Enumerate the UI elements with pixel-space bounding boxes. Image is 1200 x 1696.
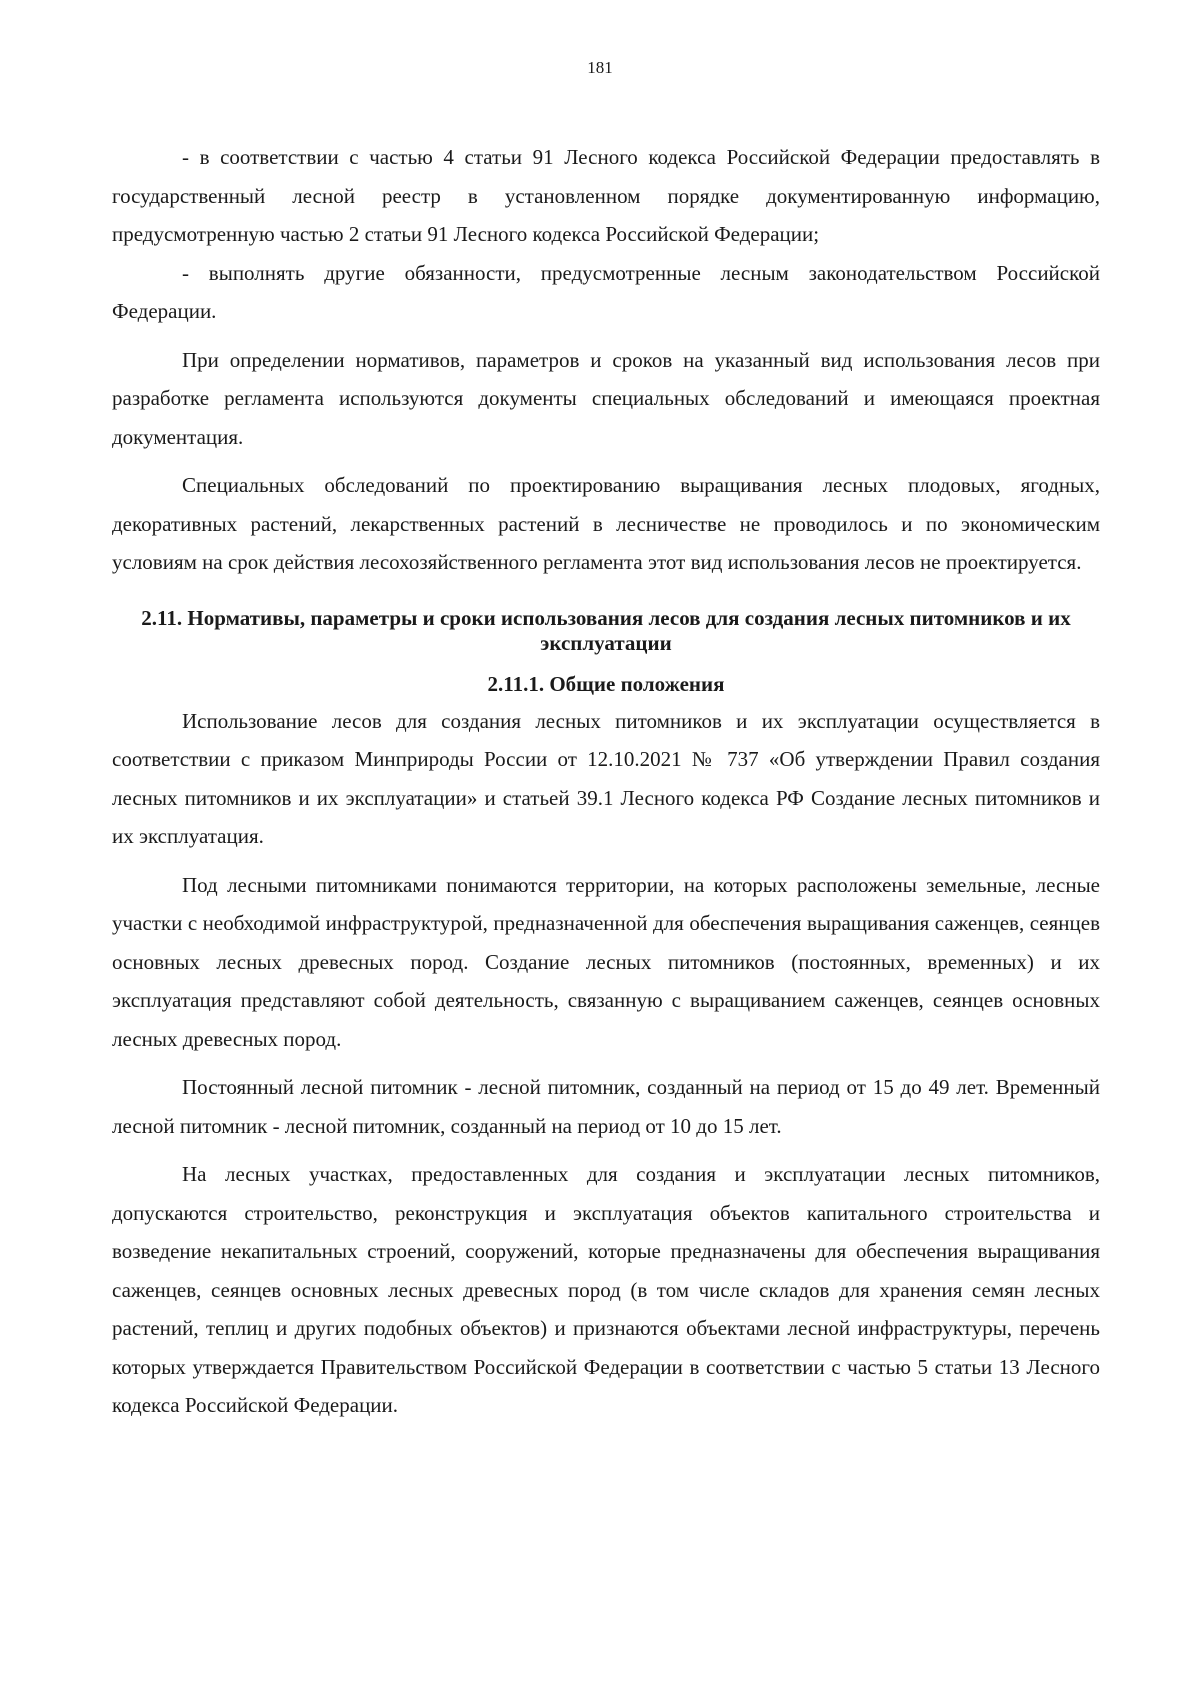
- paragraph-nursery-infrastructure: На лесных участках, предоставленных для создания и эксплуатации лесных питомников, допускаются строительство, реконструкция и эксплуатация объектов капитального строительства и возведение некапитальных строений, сооружений, которые предназначены для обеспечения выращивания саженцев, сеянцев основных лесных древесных пород (в том числе складов для хранения семян лесных растений, теплиц и других подобных объектов) и признаются объектами лесной инфраструктуры, перечень которых утверждается Правительством Российской Федерации в соответствии с частью 5 статьи 13 Лесного кодекса Российской Федерации.: [112, 1162, 1100, 1417]
- paragraph-forest-registry: - в соответствии с частью 4 статьи 91 Лесного кодекса Российской Федерации предоставлять в государственный лесной реестр в установленном порядке документированную информацию, предусмотренную частью 2 статьи 91 Лесного кодекса Российской Федерации;: [112, 145, 1100, 246]
- paragraph-nursery-definition: Под лесными питомниками понимаются территории, на которых расположены земельные, лесные участки с необходимой инфраструктурой, предназначенной для обеспечения выращивания саженцев, сеянцев основных лесных древесных пород. Создание лесных питомников (постоянных, временных) и их эксплуатация представляют собой деятельность, связанную с выращиванием саженцев, сеянцев основных лесных древесных пород.: [112, 872, 1100, 1051]
- page-content: [112, 138, 1100, 1425]
- paragraph-special-surveys: Специальных обследований по проектированию выращивания лесных плодовых, ягодных, декоративных растений, лекарственных растений в лесничестве не проводилось и по экономическим условиям на срок действия лесохозяйственного регламента этот вид использования лесов не проектируется.: [112, 473, 1100, 574]
- paragraph-other-duties: - выполнять другие обязанности, предусмотренные лесным законодательством Российской Федерации.: [112, 260, 1100, 323]
- paragraph-nursery-usage: Использование лесов для создания лесных питомников и их эксплуатации осуществляется в соответствии с приказом Минприроды России от 12.10.2021 № 737 «Об утверждении Правил создания лесных питомников и их эксплуатации» и статьей 39.1 Лесного кодекса РФ Создание лесных питомников и их эксплуатация.: [112, 708, 1100, 848]
- paragraph-nursery-periods: Постоянный лесной питомник - лесной питомник, созданный на период от 15 до 49 лет. Временный лесной питомник - лесной питомник, созданный на период от 10 до 15 лет.: [112, 1075, 1100, 1138]
- paragraph-norms-definition: При определении нормативов, параметров и сроков на указанный вид использования лесов при разработке регламента используются документы специальных обследований и имеющаяся проектная документация.: [112, 347, 1100, 449]
- page-number: 181: [587, 58, 613, 77]
- section-heading: 2.11. Нормативы, параметры и сроки использования лесов для создания лесных питомников и их эксплуатации: [141, 605, 1071, 655]
- subsection-heading: 2.11.1. Общие положения: [487, 671, 725, 696]
